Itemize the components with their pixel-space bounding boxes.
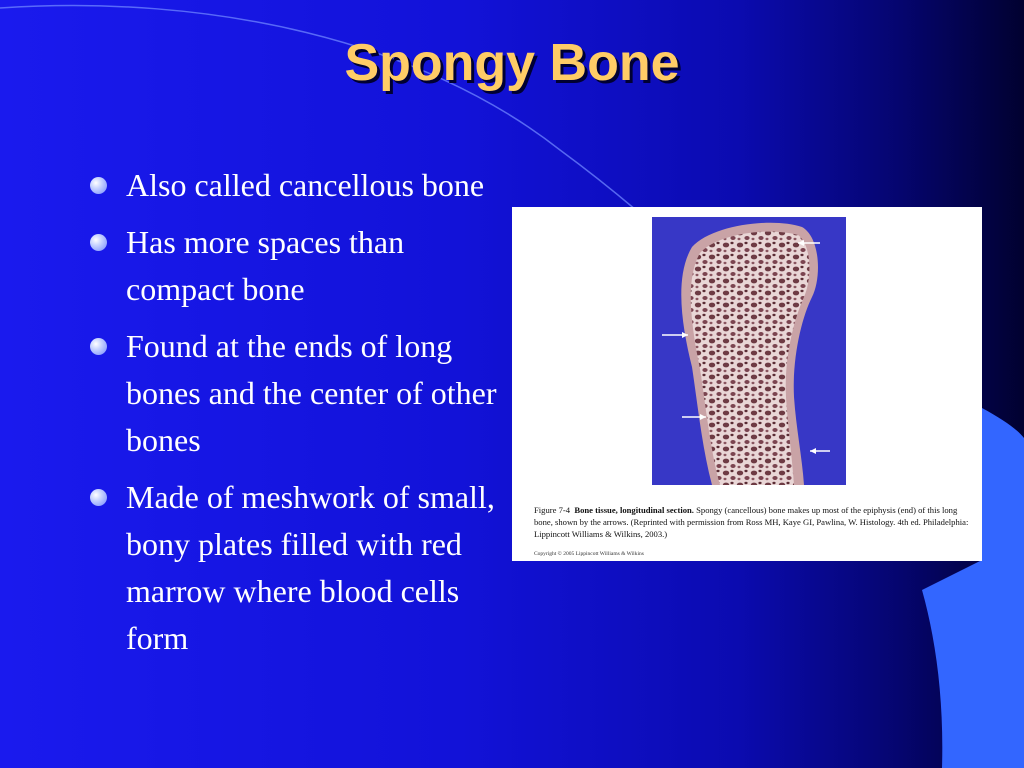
bullet-dot-icon (90, 338, 107, 355)
bullet-list (88, 162, 508, 672)
bullet-item (88, 323, 508, 464)
figure-caption (534, 504, 970, 540)
bullet-text: Found at the ends of long bones and the center of other bones (126, 328, 497, 458)
caption-label: Figure 7-4 (534, 505, 571, 515)
bone-photo (652, 217, 846, 485)
bullet-item (88, 162, 508, 209)
figure-panel (512, 207, 982, 561)
bullet-item (88, 474, 508, 662)
copyright-text: Copyright © 2005 Lippincott Williams & Wilkins (534, 551, 644, 557)
bullet-dot-icon (90, 177, 107, 194)
bullet-text: Made of meshwork of small, bony plates filled with red marrow where blood cells form (126, 479, 495, 656)
bullet-dot-icon (90, 489, 107, 506)
caption-body: Spongy (cancellous) bone makes up most of the epiphysis (end) of this long bone, shown by the arrows. (Reprinted with permission from Ross MH, Kaye GI, Pawlina, W. Histology. 4th ed. Philadelphia: Lippincott Williams & Wilkins, 2003.) (534, 505, 969, 539)
bullet-dot-icon (90, 234, 107, 251)
slide-title: Spongy Bone (344, 34, 680, 92)
bullet-item (88, 219, 508, 313)
bullet-text: Has more spaces than compact bone (126, 224, 405, 307)
bone-section-illustration (652, 217, 846, 485)
bullet-text: Also called cancellous bone (126, 167, 485, 203)
caption-title: Bone tissue, longitudinal section. (574, 505, 694, 515)
